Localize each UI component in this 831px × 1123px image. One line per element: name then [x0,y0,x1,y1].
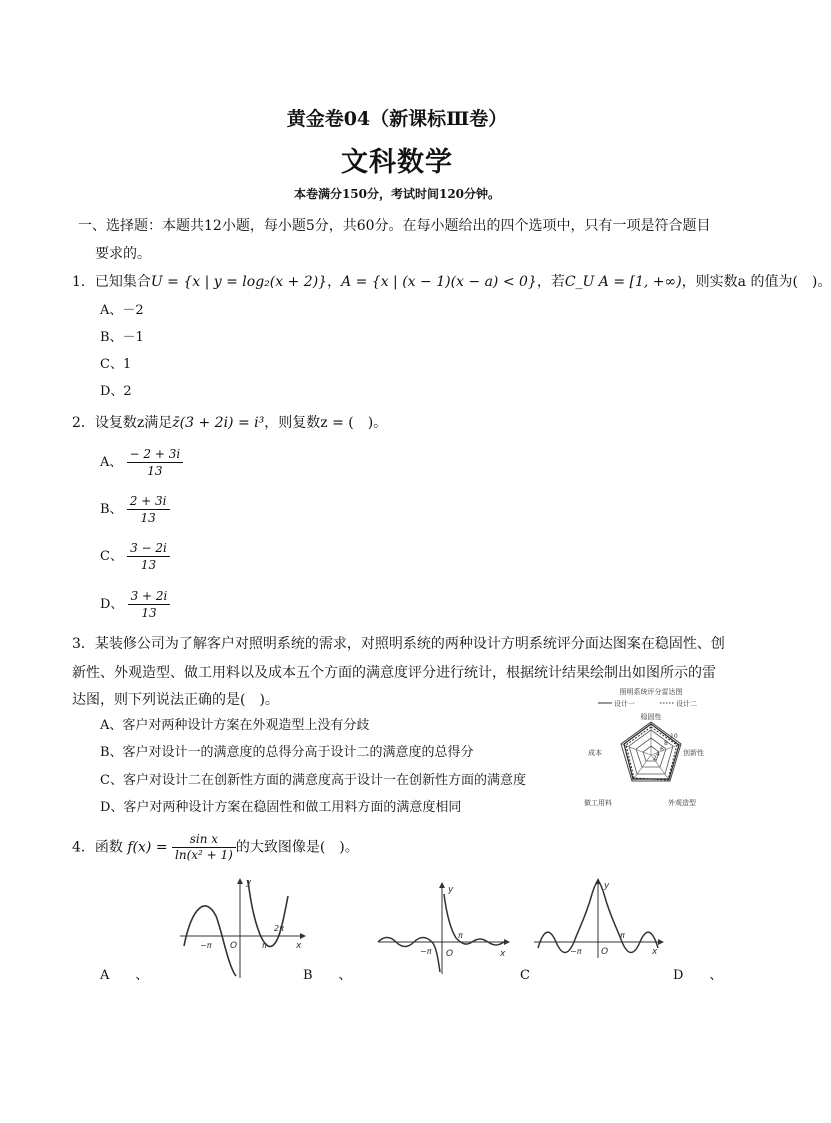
graph-c-y-label: y [604,881,610,891]
q1-set-a: A = {x | (x − 1)(x − a) < 0} [341,274,537,290]
q2-option-d-denominator: 13 [141,606,157,620]
q2-option-b-numerator: 2 + 3i [127,493,170,510]
q3-option-b[interactable]: B、客户对设计一的满意度的总得分高于设计二的满意度的总得分 [100,745,474,760]
q4-option-c-label[interactable]: C [520,968,530,983]
graph-b-pi: π [458,931,463,940]
q4-fraction [172,832,236,863]
radar-legend2: 设计二 [676,700,697,708]
q4-graph-c[interactable] [532,876,664,960]
q2-option-b[interactable] [100,493,170,526]
radar-tick-10: 10 [670,733,678,740]
radar-axis-innovation: 创新性 [683,749,704,757]
q2-prefix: 2．设复数z满足 [72,415,173,431]
exam-title: 文科数学 [341,147,453,178]
q2-equation: z̄(3 + 2i) = i³ [172,415,265,431]
graph-b-y-label: y [448,885,454,895]
graph-a-origin: O [230,941,238,951]
question-1 [72,272,831,292]
q1-prefix: 1．已知集合 [72,274,151,290]
question-4 [72,832,359,863]
q2-option-d-label: D、 [100,597,124,612]
q1-mid: ，若 [536,274,565,290]
exam-note: 本卷满分150分，考试时间120分钟。 [293,187,501,201]
graph-c-x-label: x [652,947,658,957]
q4-graph-b[interactable] [376,880,510,976]
graph-c-origin: O [601,947,609,957]
q4-function: f(x) = [127,839,168,856]
exam-supertitle: 黄金卷04（新课标Ⅲ卷） [286,108,508,130]
question-2 [72,413,387,433]
question-3-line2: 新性、外观造型、做工用料以及成本五个方面的满意度评分进行统计，根据统计结果绘制出如图所示的雷 [72,665,716,681]
radar-legend1: 设计一 [614,700,635,708]
q1-condition: C_U A = [1, +∞) [564,274,682,290]
q2-option-c-label: C、 [100,549,123,564]
q2-option-d-numerator: 3 + 2i [128,588,171,605]
q1-option-d[interactable]: D、2 [100,384,132,399]
q4-option-d-label[interactable]: D 、 [673,968,723,983]
graph-a-pi: π [262,941,267,950]
q2-option-a-label: A、 [100,455,123,470]
q1-sep: ， [327,274,342,290]
q2-option-b-label: B、 [100,502,123,517]
graph-a-neg-pi: −π [200,941,212,950]
graph-b-x-label: x [500,949,506,959]
graph-a-y-label: y [246,878,252,888]
radar-axis-workmanship: 做工用料 [584,799,612,807]
graph-a-x-label: x [296,941,302,951]
q4-suffix: 的大致图像是( )。 [235,839,359,856]
q2-option-c[interactable] [100,540,170,573]
q1-option-b[interactable]: B、－1 [100,330,144,345]
graph-c-neg-pi: −π [570,947,582,956]
q4-graph-a[interactable] [176,876,306,980]
q3-option-c[interactable]: C、客户对设计二在创新性方面的满意度高于设计一在创新性方面的满意度 [100,773,526,788]
q4-option-a-label[interactable]: A 、 [100,968,149,983]
section-instruction-line1: 一、选择题：本题共12小题，每小题5分，共60分。在每小题给出的四个选项中，只有一项是符合题目 [78,218,711,234]
q2-option-c-numerator: 3 − 2i [127,540,170,557]
radar-axis-stability: 稳固性 [640,713,662,721]
q4-denominator: ln(x² + 1) [175,848,233,862]
radar-grid [621,722,681,781]
q1-set-u: U = {x | y = log₂(x + 2)} [150,274,328,290]
q4-numerator: sin x [172,832,236,848]
q3-option-d[interactable]: D、客户对两种设计方案在稳固性和做工用料方面的满意度相同 [100,800,462,815]
q4-prefix: 4．函数 [72,839,123,856]
radar-axis-cost: 成本 [588,749,602,757]
radar-tick-2: 2 [653,755,657,762]
q1-suffix: ，则实数a 的值为( )。 [681,274,831,290]
q2-suffix: ，则复数z = ( )。 [264,415,388,431]
section-instruction-line2: 要求的。 [95,246,151,262]
radar-title: 照明系统评分雷达图 [619,688,683,696]
q3-option-a[interactable]: A、客户对两种设计方案在外观造型上没有分歧 [100,718,370,733]
radar-tick-4: 4 [656,751,660,758]
radar-axis-appearance: 外观造型 [668,799,696,807]
q2-option-b-denominator: 13 [140,511,156,525]
radar-tick-8: 8 [664,740,668,747]
question-3-line1: 3．某装修公司为了解客户对照明系统的需求，对照明系统的两种设计方明系统评分面达图案在稳固性、创 [72,636,725,652]
radar-tick-6: 6 [660,746,664,753]
graph-c-pi: π [620,931,625,940]
q4-option-b-label[interactable]: B 、 [303,968,352,983]
q2-option-a-numerator: − 2 + 3i [127,446,184,463]
graph-b-neg-pi: −π [420,947,432,956]
q2-option-a-denominator: 13 [147,464,163,478]
q1-option-c[interactable]: C、1 [100,357,132,372]
q1-option-a[interactable]: A、－2 [100,303,144,318]
question-3-line3: 达图，则下列说法正确的是( )。 [72,692,279,708]
graph-a-two-pi: 2π [274,924,284,933]
q2-option-c-denominator: 13 [140,558,157,572]
radar-chart-figure [576,684,726,812]
q2-option-d[interactable] [100,588,170,621]
graph-b-origin: O [446,949,454,959]
q2-option-a[interactable] [100,446,183,479]
